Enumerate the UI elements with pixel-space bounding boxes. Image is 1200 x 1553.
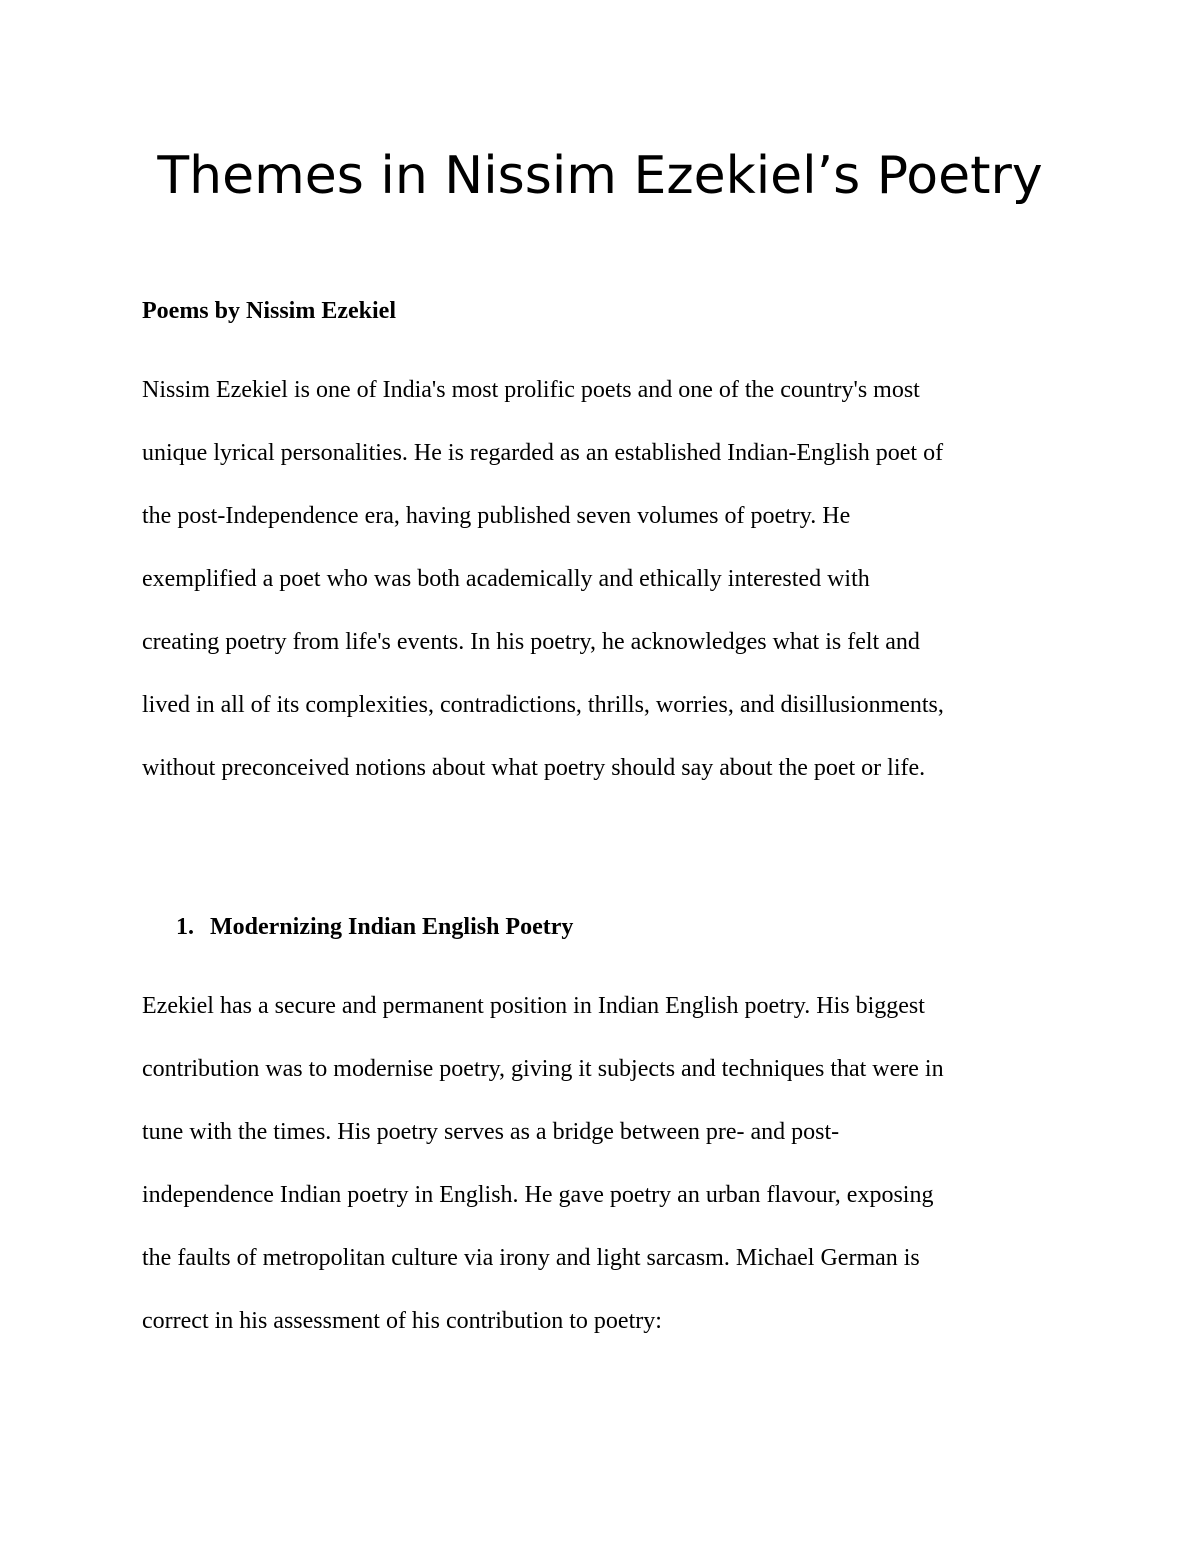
paragraph-line: exemplified a poet who was both academically and ethically interested with (142, 566, 870, 592)
paragraph-line: Ezekiel has a secure and permanent position in Indian English poetry. His biggest (142, 993, 925, 1019)
intro-paragraph (142, 371, 1072, 812)
paragraph-line: creating poetry from life's events. In his poetry, he acknowledges what is felt and (142, 629, 920, 655)
paragraph-line: without preconceived notions about what poetry should say about the poet or life. (142, 755, 926, 781)
section-number: 1. (176, 914, 194, 940)
paragraph-line: correct in his assessment of his contribution to poetry: (142, 1308, 662, 1334)
paragraph-line: lived in all of its complexities, contradictions, thrills, worries, and disillusionments, (142, 692, 944, 718)
section-heading-text: Modernizing Indian English Poetry (210, 914, 574, 940)
poems-subheading: Poems by Nissim Ezekiel (142, 298, 396, 324)
paragraph-line: tune with the times. His poetry serves as a bridge between pre- and post- (142, 1119, 840, 1145)
paragraph-line: the post-Independence era, having published seven volumes of poetry. He (142, 503, 851, 529)
paragraph-line: contribution was to modernise poetry, giving it subjects and techniques that were in (142, 1056, 944, 1082)
section-paragraph (142, 987, 1072, 1365)
paragraph-line: independence Indian poetry in English. He gave poetry an urban flavour, exposing (142, 1182, 934, 1208)
paragraph-line: the faults of metropolitan culture via irony and light sarcasm. Michael German is (142, 1245, 920, 1271)
document-title: Themes in Nissim Ezekiel’s Poetry (157, 146, 1043, 206)
paragraph-line: unique lyrical personalities. He is regarded as an established Indian-English poet of (142, 440, 944, 466)
section-heading-modernizing (176, 908, 573, 946)
paragraph-line: Nissim Ezekiel is one of India's most prolific poets and one of the country's most (142, 377, 920, 403)
